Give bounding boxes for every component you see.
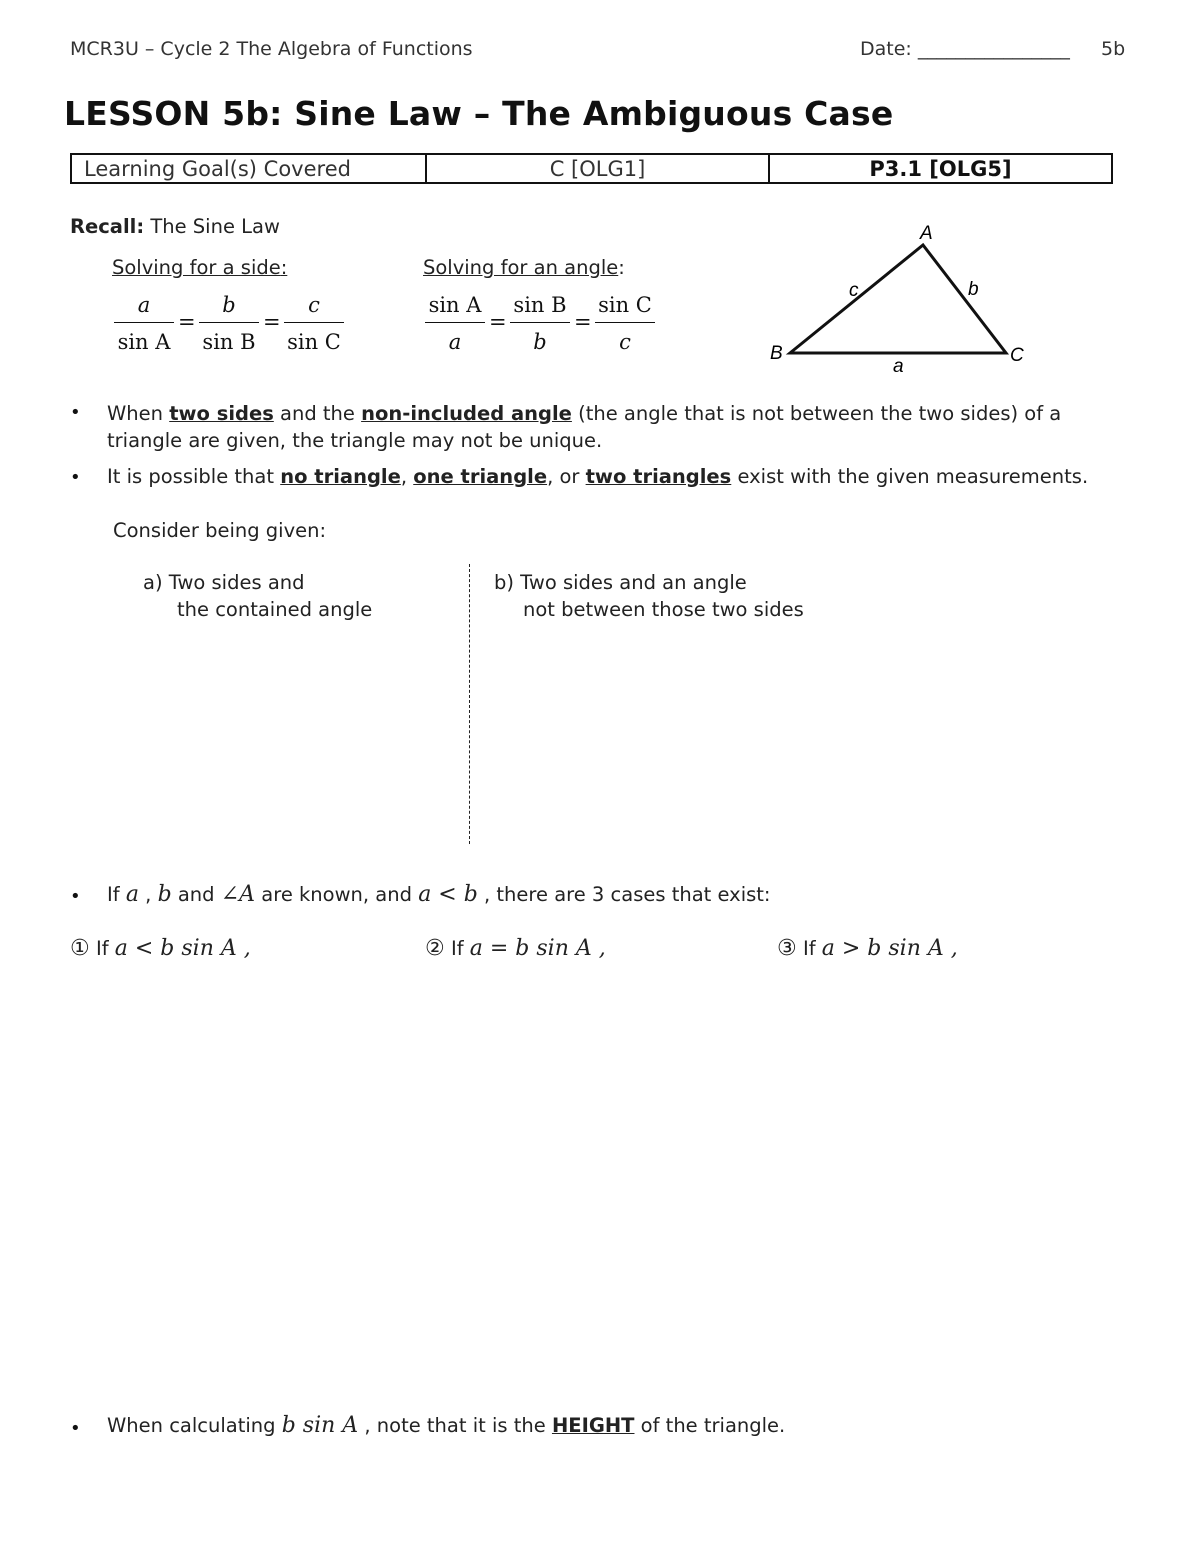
date-field: Date: ________________ [860,38,1070,60]
angle-heading: Solving for an angle: [423,256,625,279]
lesson-title: LESSON 5b: Sine Law – The Ambiguous Case [64,94,894,133]
bullet-triangle-possibilities: It is possible that no triangle, one triangle, or two triangles exist with the given measurements. [107,465,1089,488]
recall-line [70,215,280,238]
fraction-b-over-sin-b: b sin B [199,292,259,355]
bullet-three-cases: If a , b and ∠A are known, and a < b , there are 3 cases that exist: [107,882,771,907]
case-2: ② If a = b sin A , [425,936,606,961]
learning-goal-c: C [OLG1] [427,155,770,182]
side-c-label: c [849,280,859,301]
vertex-b-label: B [770,343,783,364]
side-a-label: a [893,356,904,377]
equals-sign: = [263,310,281,334]
side-heading-text: Solving for a side [112,256,281,279]
case-b-line1: b) Two sides and an angle [494,571,747,594]
consider-text: Consider being given: [113,519,327,542]
triangle-diagram [760,215,1050,380]
case-b-line2: not between those two sides [523,598,804,621]
bullet-icon: • [70,467,81,488]
fraction-sin-b-over-b: sin B b [510,292,570,355]
case-a-line1: a) Two sides and [143,571,305,594]
circled-three-icon: ③ [777,936,797,961]
case-1: ① If a < b sin A , [70,936,251,961]
fraction-sin-c-over-c: sin C c [595,292,655,355]
bullet-height: When calculating b sin A , note that it is the HEIGHT of the triangle. [107,1413,786,1438]
bullet-icon: • [70,1418,81,1439]
circled-one-icon: ① [70,936,90,961]
circled-two-icon: ② [425,936,445,961]
fraction-a-over-sin-a: a sin A [114,292,174,355]
side-b-label: b [968,279,979,300]
fraction-c-over-sin-c: c sin C [284,292,344,355]
page-tag: 5b [1101,38,1126,60]
learning-goal-p31: P3.1 [OLG5] [869,156,1012,181]
column-divider [469,564,470,844]
recall-text: The Sine Law [150,215,280,238]
angle-heading-text: Solving for an angle [423,256,619,279]
recall-label: Recall: [70,215,145,238]
course-header: MCR3U – Cycle 2 The Algebra of Functions [70,38,473,60]
equals-sign: = [489,310,507,334]
equals-sign: = [574,310,592,334]
bullet-non-included-angle: When two sides and the non-included angle (the angle that is not between the two sides) of a triangle are given, the triangle may not be unique. [107,402,1062,452]
vertex-c-label: C [1010,345,1024,366]
learning-goals-table [70,153,1113,184]
fraction-sin-a-over-a: sin A a [425,292,485,355]
bullet-icon: • [70,402,81,423]
vertex-a-label: A [920,223,933,244]
case-a-line2: the contained angle [177,598,373,621]
side-heading: Solving for a side: [112,256,288,279]
learning-goals-label: Learning Goal(s) Covered [72,155,427,182]
case-3: ③ If a > b sin A , [777,936,958,961]
bullet-icon: • [70,886,81,907]
equals-sign: = [178,310,196,334]
